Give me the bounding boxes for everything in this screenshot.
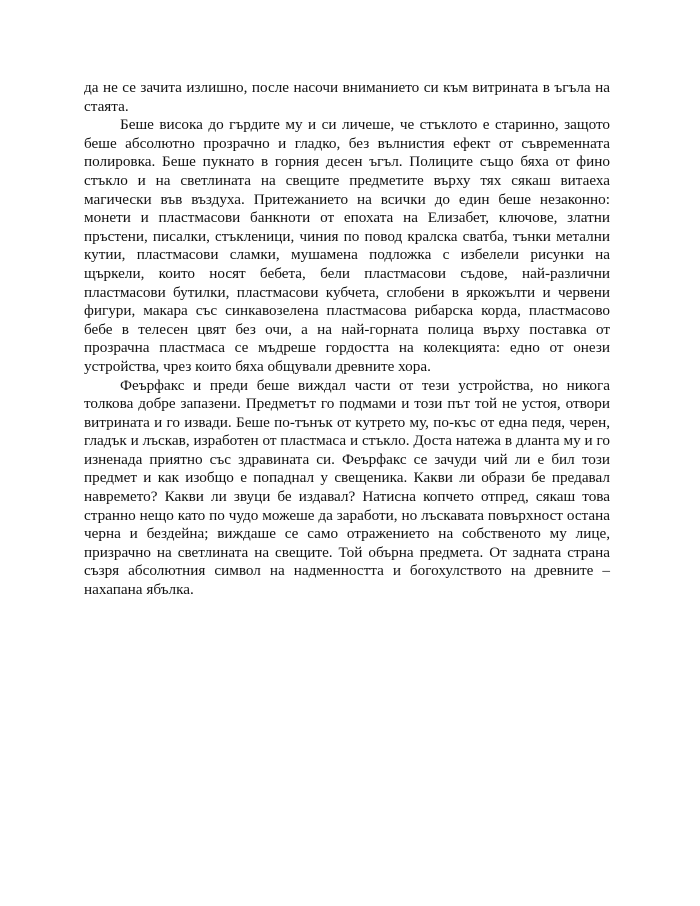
paragraph-display-case: Беше висока до гърдите му и си личеше, че стъклото е старинно, защото беше абсолютно прозрачно и гладко, без вълнистия ефект от съвременната полировка. Беше пукнато в горния десен ъгъл. Полиците също бяха от фино стъкло и на светлината на свещите предметите върху тях сякаш витаеха магически във въздуха. Притежанието на всички до един беше незаконно: монети и пластмасови банкноти от епохата на Елизабет, ключове, златни пръстени, писалки, стъкленици, чиния по повод кралска сватба, тънки метални кутии, пластмасови сламки, мушамена подложка с избелели рисунки на щъркели, които носят бебета, бели пластмасови съдове, най-различни пластмасови бутилки, пластмасови кубчета, сглобени в яркожълти и червени фигури, макара със синкавозелена пластмасова рибарска корда, пластмасово бебе в телесен цвят без очи, а на най-горната полица върху поставка от прозрачна пластмаса се мъдреше гордостта на колекцията: едно от онези устройства, чрез които бяха общували древните хора. [84,116,610,375]
body-text [84,79,610,600]
paragraph-device: Феърфакс и преди беше виждал части от тези устройства, но никога толкова добре запазени. Предметът го подмами и този път той не устоя, отвори витрината и го извади. Беше по-тънък от кутрето му, по-къс от една педя, черен, гладък и лъскав, изработен от пластмаса и стъкло. Доста натежа в дланта му и го изненада приятно със здравината си. Феърфакс се зачуди чий ли е бил този предмет и как изобщо е попаднал у свещеника. Какви ли образи бе предавал навремето? Какви ли звуци бе издавал? Натисна копчето отпред, сякаш това странно нещо като по чудо можеше да заработи, но лъскавата повърхност остана черна и бездейна; виждаше се само отражението на собственото му лице, призрачно на светлината на свещите. Той обърна предмета. От задната страна съзря абсолютния символ на надменността и богохулството на древните – нахапана ябълка. [84,376,610,599]
paragraph-continuation: да не се зачита излишно, после насочи вниманието си към витрината в ъгъла на стаята. [84,79,610,115]
